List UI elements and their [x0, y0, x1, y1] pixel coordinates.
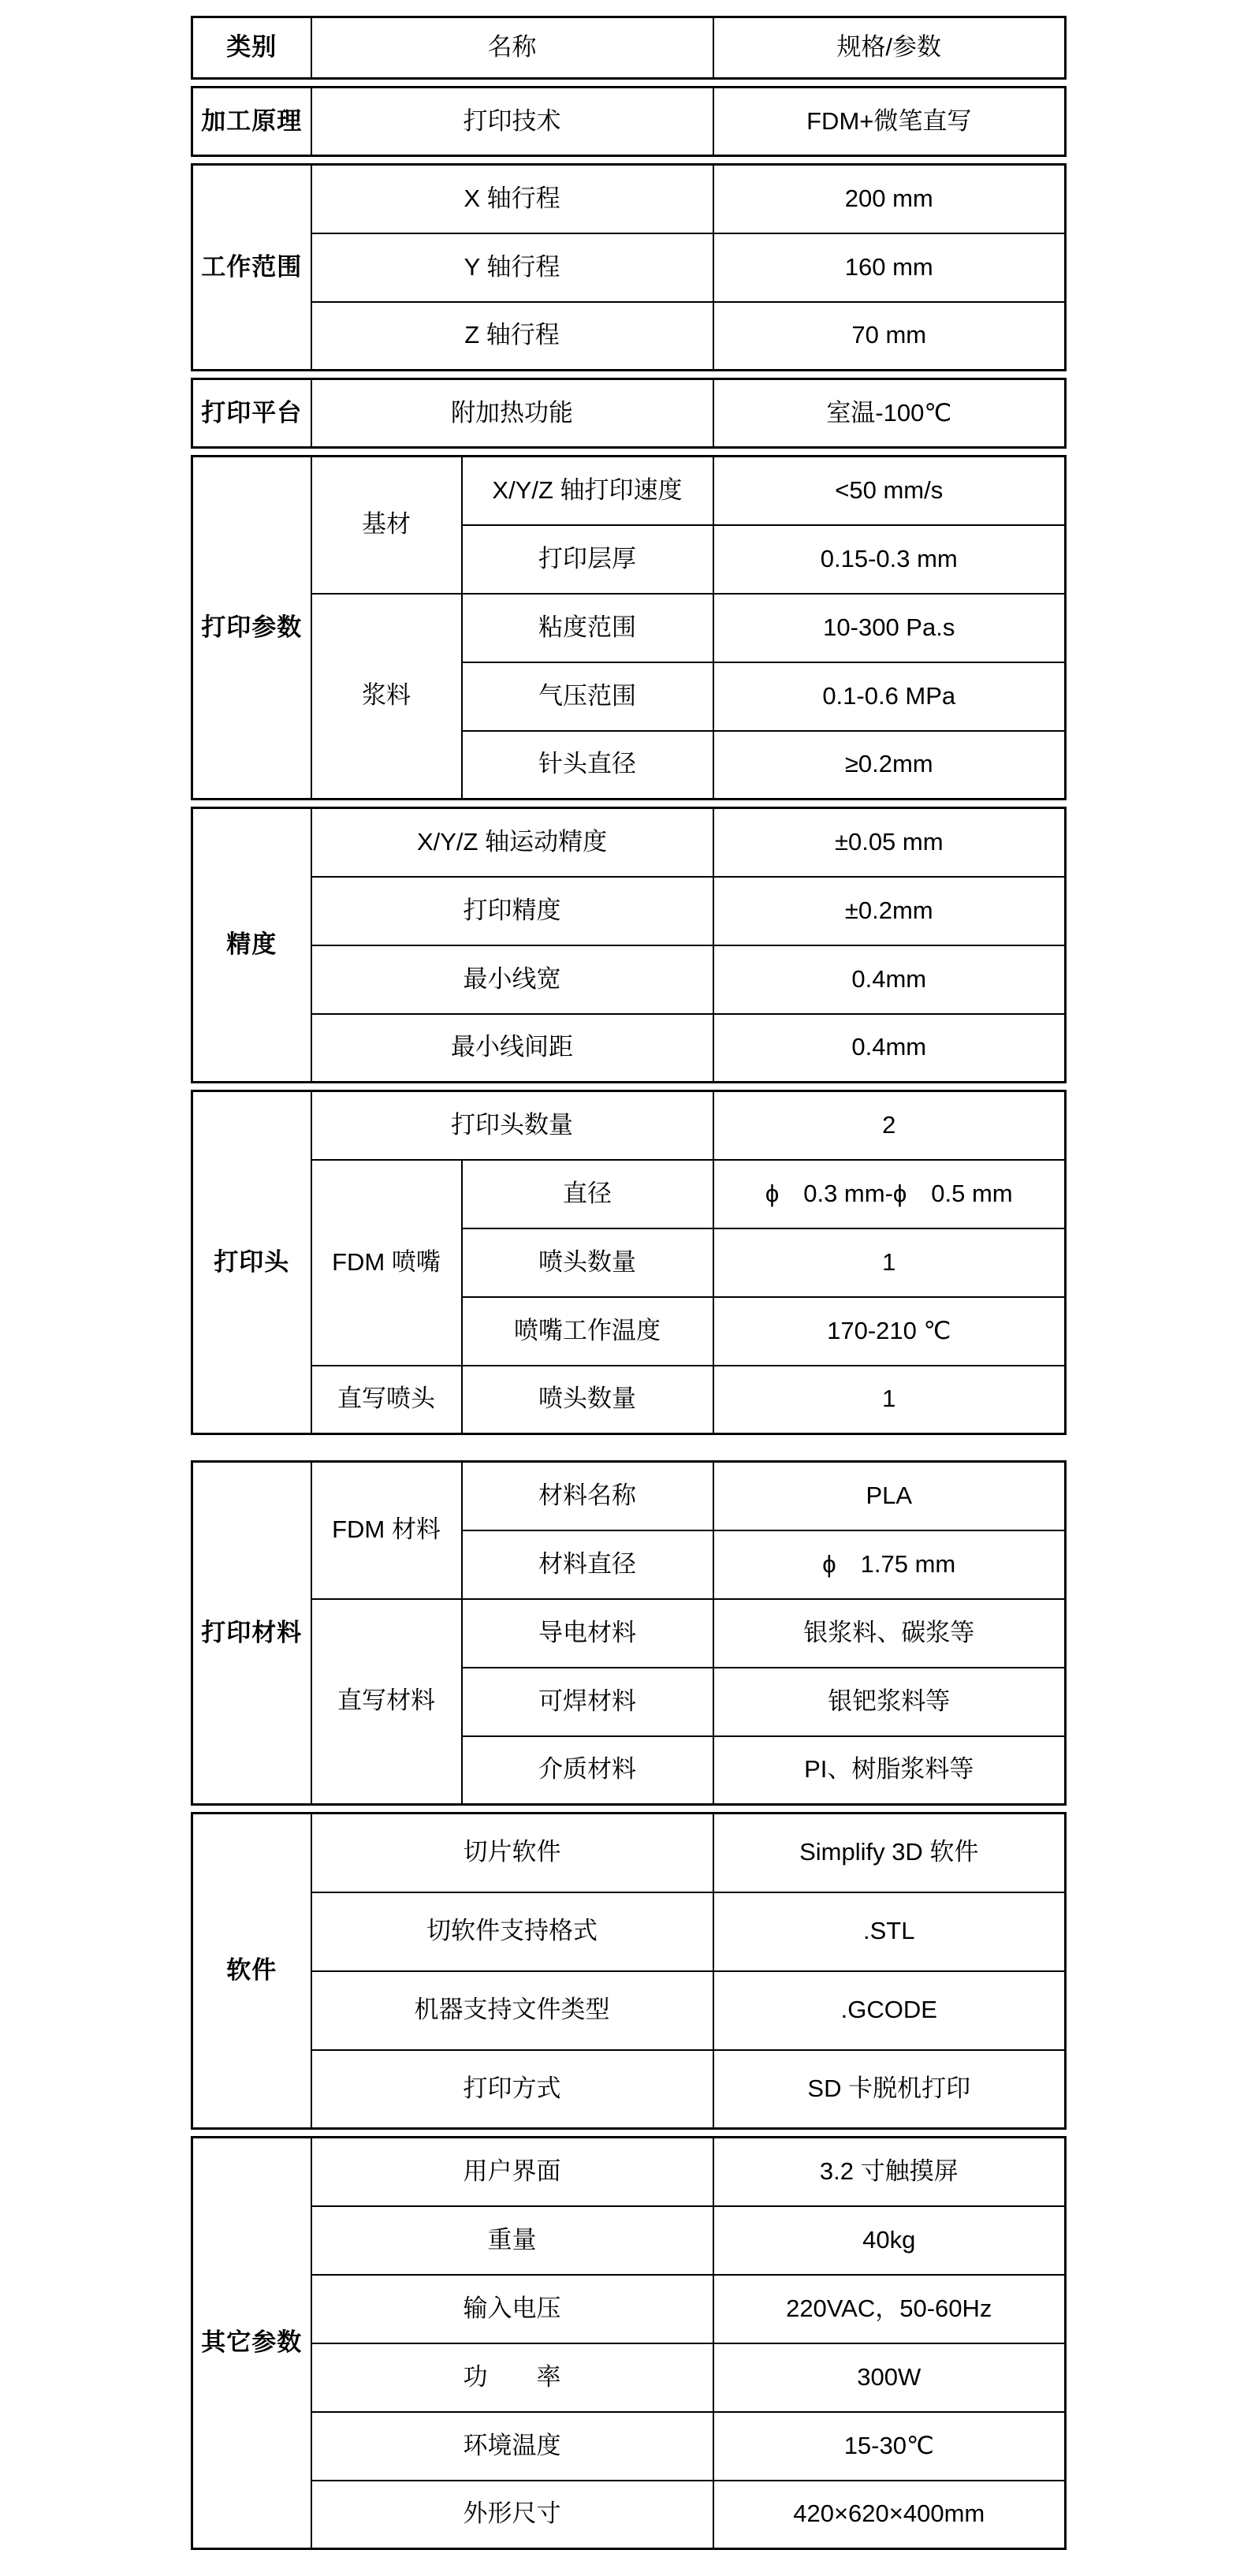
table-row [192, 1892, 1066, 1971]
value-cell: PLA [713, 1462, 1066, 1530]
value-cell: ϕ 1.75 mm [713, 1530, 1066, 1599]
name-cell: X/Y/Z 轴打印速度 [462, 457, 713, 525]
category-cell: 软件 [192, 1814, 311, 2129]
value-cell: 银浆料、碳浆等 [713, 1599, 1066, 1668]
section-software [191, 1812, 1067, 2130]
value-cell: ±0.2mm [713, 877, 1066, 945]
category-cell: 加工原理 [192, 88, 311, 156]
category-cell: 打印材料 [192, 1462, 311, 1805]
value-cell: 15-30℃ [713, 2412, 1066, 2481]
value-cell: PI、树脂浆料等 [713, 1736, 1066, 1805]
value-cell: 10-300 Pa.s [713, 594, 1066, 662]
name-cell: 切软件支持格式 [311, 1892, 713, 1971]
category-cell: 工作范围 [192, 165, 311, 371]
table-row [192, 233, 1066, 302]
value-cell: 70 mm [713, 302, 1066, 371]
name-cell: 外形尺寸 [311, 2481, 713, 2549]
name-cell: 介质材料 [462, 1736, 713, 1805]
name-cell: 粘度范围 [462, 594, 713, 662]
section-other-parameters [191, 2136, 1067, 2550]
table-row [192, 1091, 1066, 1160]
value-cell: .STL [713, 1892, 1066, 1971]
name-cell: 重量 [311, 2206, 713, 2275]
value-cell: 170-210 ℃ [713, 1297, 1066, 1366]
table-row [192, 457, 1066, 525]
section-print-parameters [191, 455, 1067, 800]
value-cell: 160 mm [713, 233, 1066, 302]
name-cell: 用户界面 [311, 2138, 713, 2206]
table-row [192, 945, 1066, 1014]
value-cell: 300W [713, 2343, 1066, 2412]
name-cell: Y 轴行程 [311, 233, 713, 302]
value-cell: ≥0.2mm [713, 731, 1066, 800]
value-cell: 1 [713, 1366, 1066, 1434]
group-cell: 浆料 [311, 594, 462, 800]
spec-sheet [191, 16, 1064, 2556]
name-cell: 切片软件 [311, 1814, 713, 1892]
table-row [192, 165, 1066, 233]
name-cell: 附加热功能 [311, 379, 713, 448]
value-cell: 200 mm [713, 165, 1066, 233]
table-row [192, 88, 1066, 156]
header-spec-cell: 规格/参数 [713, 17, 1066, 79]
name-cell: 机器支持文件类型 [311, 1971, 713, 2050]
name-cell: X 轴行程 [311, 165, 713, 233]
section-print-materials [191, 1460, 1067, 1806]
table-row [192, 1971, 1066, 2050]
table-row [192, 1014, 1066, 1083]
value-cell: ±0.05 mm [713, 808, 1066, 877]
category-cell: 其它参数 [192, 2138, 311, 2549]
name-cell: Z 轴行程 [311, 302, 713, 371]
table-row [192, 2275, 1066, 2343]
name-cell: 导电材料 [462, 1599, 713, 1668]
table-row [192, 1366, 1066, 1434]
value-cell: <50 mm/s [713, 457, 1066, 525]
header-name-cell: 名称 [311, 17, 713, 79]
value-cell: 2 [713, 1091, 1066, 1160]
section-print-head [191, 1090, 1067, 1435]
section-precision [191, 807, 1067, 1083]
category-cell: 打印平台 [192, 379, 311, 448]
value-cell: 1 [713, 1228, 1066, 1297]
value-cell: 室温-100℃ [713, 379, 1066, 448]
value-cell: 0.4mm [713, 1014, 1066, 1083]
table-row [192, 2206, 1066, 2275]
table-row [192, 594, 1066, 662]
table-row [192, 2343, 1066, 2412]
group-cell: FDM 材料 [311, 1462, 462, 1599]
name-cell: 喷嘴工作温度 [462, 1297, 713, 1366]
category-cell: 打印参数 [192, 457, 311, 800]
group-cell: 直写材料 [311, 1599, 462, 1805]
name-cell: 功 率 [311, 2343, 713, 2412]
value-cell: ϕ 0.3 mm-ϕ 0.5 mm [713, 1160, 1066, 1228]
table-row [192, 1814, 1066, 1892]
value-cell: 银钯浆料等 [713, 1668, 1066, 1736]
name-cell: 最小线宽 [311, 945, 713, 1014]
table-row [192, 302, 1066, 371]
name-cell: 材料直径 [462, 1530, 713, 1599]
name-cell: 喷头数量 [462, 1228, 713, 1297]
table-row [192, 2050, 1066, 2129]
value-cell: 0.1-0.6 MPa [713, 662, 1066, 731]
table-row [192, 1462, 1066, 1530]
table-row [192, 379, 1066, 448]
group-cell: FDM 喷嘴 [311, 1160, 462, 1366]
group-cell: 直写喷头 [311, 1366, 462, 1434]
section-processing-principle [191, 86, 1067, 157]
name-cell: 材料名称 [462, 1462, 713, 1530]
name-cell: 打印方式 [311, 2050, 713, 2129]
name-cell: 打印技术 [311, 88, 713, 156]
value-cell: Simplify 3D 软件 [713, 1814, 1066, 1892]
section-work-range [191, 163, 1067, 371]
table-row [192, 1599, 1066, 1668]
table-row [192, 2412, 1066, 2481]
value-cell: FDM+微笔直写 [713, 88, 1066, 156]
name-cell: 直径 [462, 1160, 713, 1228]
value-cell: 40kg [713, 2206, 1066, 2275]
category-cell: 打印头 [192, 1091, 311, 1434]
group-cell: 基材 [311, 457, 462, 594]
value-cell: .GCODE [713, 1971, 1066, 2050]
value-cell: 0.15-0.3 mm [713, 525, 1066, 594]
table-row [192, 877, 1066, 945]
table-row [192, 1160, 1066, 1228]
value-cell: SD 卡脱机打印 [713, 2050, 1066, 2129]
name-cell: X/Y/Z 轴运动精度 [311, 808, 713, 877]
name-cell: 输入电压 [311, 2275, 713, 2343]
table-row [192, 2138, 1066, 2206]
name-cell: 喷头数量 [462, 1366, 713, 1434]
value-cell: 420×620×400mm [713, 2481, 1066, 2549]
name-cell: 打印头数量 [311, 1091, 713, 1160]
value-cell: 220VAC，50-60Hz [713, 2275, 1066, 2343]
section-header [191, 16, 1067, 80]
value-cell: 3.2 寸触摸屏 [713, 2138, 1066, 2206]
section-print-platform [191, 378, 1067, 449]
name-cell: 打印精度 [311, 877, 713, 945]
table-row [192, 808, 1066, 877]
name-cell: 最小线间距 [311, 1014, 713, 1083]
value-cell: 0.4mm [713, 945, 1066, 1014]
name-cell: 气压范围 [462, 662, 713, 731]
name-cell: 环境温度 [311, 2412, 713, 2481]
category-cell: 精度 [192, 808, 311, 1083]
table-row [192, 2481, 1066, 2549]
header-category-cell: 类别 [192, 17, 311, 79]
name-cell: 可焊材料 [462, 1668, 713, 1736]
table-row [192, 17, 1066, 79]
name-cell: 打印层厚 [462, 525, 713, 594]
name-cell: 针头直径 [462, 731, 713, 800]
